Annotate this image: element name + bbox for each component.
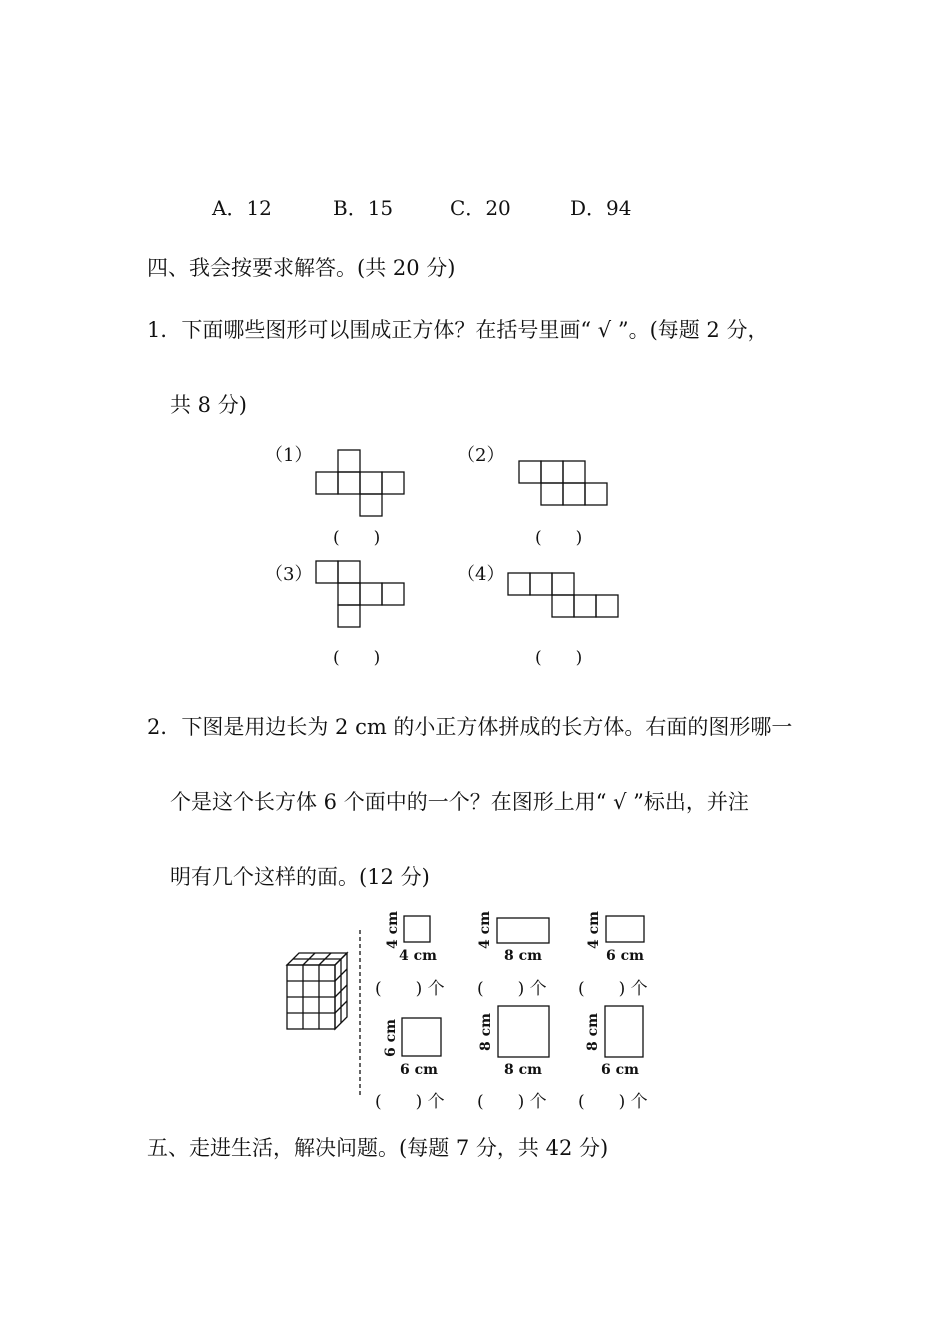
face-5-answer[interactable]: ( ) 个: [477, 1092, 547, 1112]
option-value: 94: [606, 196, 632, 220]
q1-text-line1: 1．下面哪些图形可以围成正方体？在括号里画“ √ ”。(每题 2 分，: [147, 318, 769, 342]
option-value: 20: [485, 196, 511, 220]
face-2-bottom-label: 8 cm: [504, 948, 542, 964]
face-3-bottom-label: 6 cm: [606, 948, 644, 964]
option-value: 12: [246, 196, 272, 220]
section5-heading: 五、走进生活，解决问题。(每题 7 分，共 42 分): [147, 1136, 609, 1160]
face-4-side-label: 6 cm: [382, 1019, 399, 1057]
net-1-label: （1）: [265, 445, 313, 466]
option-letter: C．: [450, 196, 486, 220]
option-value: 15: [367, 196, 394, 220]
cube-net-3: [316, 561, 404, 627]
face-8x6[interactable]: [605, 1006, 643, 1057]
net-2-answer[interactable]: ( ): [535, 528, 583, 548]
net-2-label: （2）: [457, 445, 505, 466]
face-3-answer[interactable]: ( ) 个: [578, 979, 648, 999]
option-letter: B．: [333, 196, 368, 220]
option-letter: D．: [570, 196, 607, 220]
section4-heading: 四、我会按要求解答。(共 20 分): [147, 256, 456, 280]
face-4x8[interactable]: [497, 918, 549, 943]
face-5-bottom-label: 8 cm: [504, 1062, 542, 1078]
face-1-side-label: 4 cm: [384, 911, 401, 949]
face-5-side-label: 8 cm: [477, 1013, 494, 1051]
face-2-answer[interactable]: ( ) 个: [477, 979, 547, 999]
cube-net-4: [508, 573, 618, 617]
net-3-answer[interactable]: ( ): [333, 648, 381, 668]
face-8x8[interactable]: [498, 1006, 549, 1057]
face-2-side-label: 4 cm: [476, 911, 493, 949]
face-4x6[interactable]: [606, 916, 644, 942]
face-3-side-label: 4 cm: [585, 911, 602, 949]
cuboid-figure: [287, 953, 347, 1029]
face-1-answer[interactable]: ( ) 个: [375, 979, 445, 999]
q2-text-line1: 2．下图是用边长为 2 cm 的小正方体拼成的长方体。右面的图形哪一: [147, 715, 793, 739]
option-letter: A．: [212, 196, 247, 220]
net-3-label: （3）: [265, 564, 313, 585]
face-6-bottom-label: 6 cm: [601, 1062, 639, 1078]
face-4-answer[interactable]: ( ) 个: [375, 1092, 445, 1112]
net-4-label: （4）: [457, 564, 505, 585]
face-6-side-label: 8 cm: [584, 1013, 601, 1051]
net-4-answer[interactable]: ( ): [535, 648, 583, 668]
face-4-bottom-label: 6 cm: [400, 1062, 438, 1078]
face-6-answer[interactable]: ( ) 个: [578, 1092, 648, 1112]
face-4x4[interactable]: [404, 916, 430, 942]
cube-net-1: [316, 450, 404, 516]
q1-text-line2: 共 8 分): [170, 393, 247, 417]
q2-text-line3: 明有几个这样的面。(12 分): [170, 865, 430, 889]
q2-text-line2: 个是这个长方体 6 个面中的一个？在图形上用“ √ ”标出，并注: [170, 790, 749, 814]
face-1-bottom-label: 4 cm: [399, 948, 437, 964]
net-1-answer[interactable]: ( ): [333, 528, 381, 548]
cube-net-2: [519, 461, 607, 505]
face-6x6[interactable]: [402, 1018, 441, 1056]
